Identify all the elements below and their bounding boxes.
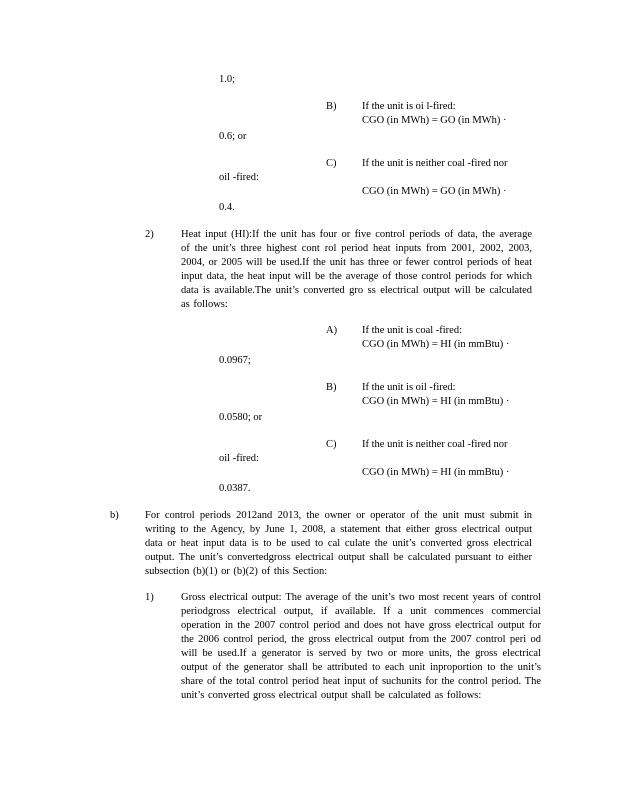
item-2-subitem-b-line2: CGO (in MWh) = HI (in mmBtu) · bbox=[362, 396, 510, 407]
top-subitem-b-label: B) bbox=[326, 101, 337, 112]
section-b-paragraph: For control periods 2012and 2013, the owner or operator of the unit must submit in writing to the Agency, by June 1, 2008, a statement that either gross electrical output data or heat input data is to be used to cal culate the unit’s converted gross electrical output. The unit’s convertedgross electrical output shall be calculated pursuant to either subsection (b)(1) or (b)(2) of this Section: bbox=[145, 510, 532, 577]
item-2-subitem-a-label: A) bbox=[326, 325, 338, 336]
section-b-label: b) bbox=[110, 510, 119, 521]
item-2-subitem-c-label: C) bbox=[326, 439, 337, 450]
item-2-subitem-b-line1: If the unit is oil -fired: bbox=[362, 382, 456, 393]
top-subitem-b-line2: CGO (in MWh) = GO (in MWh) · bbox=[362, 115, 507, 126]
item-b1-number: 1) bbox=[145, 592, 154, 603]
item-2-subitem-c-line2: CGO (in MWh) = HI (in mmBtu) · bbox=[362, 467, 510, 478]
item-2-subitem-c-line1: If the unit is neither coal -fired nor bbox=[362, 439, 508, 450]
item-2-subitem-a-line1: If the unit is coal -fired: bbox=[362, 325, 463, 336]
top-subitem-c-continuation: oil -fired: bbox=[219, 172, 259, 183]
top-subitem-c-line2: CGO (in MWh) = GO (in MWh) · bbox=[362, 186, 507, 197]
top-subitem-c-line1: If the unit is neither coal -fired nor bbox=[362, 158, 508, 169]
top-subitem-b-value: 0.6; or bbox=[219, 131, 247, 142]
top-continuation-value: 1.0; bbox=[219, 74, 236, 85]
item-2-number: 2) bbox=[145, 229, 154, 240]
item-2-subitem-b-value: 0.0580; or bbox=[219, 412, 263, 423]
item-2-subitem-b-label: B) bbox=[326, 382, 337, 393]
item-2-subitem-c-continuation: oil -fired: bbox=[219, 453, 259, 464]
item-2-subitem-a-line2: CGO (in MWh) = HI (in mmBtu) · bbox=[362, 339, 510, 350]
top-subitem-c-value: 0.4. bbox=[219, 202, 235, 213]
top-subitem-c-label: C) bbox=[326, 158, 337, 169]
item-b1-paragraph: Gross electrical output: The average of the unit’s two most recent years of control periodgross electrical output, if available. If a unit commences commercial operation in the 2007 control period and does not have gross electrical output for the 2006 control period, the gross electrical output from the 2007 control peri od will be used.If a generator is served by two or more units, the gross electrical output of the generator shall be attributed to each unit inproportion to the unit’s share of the total control period heat input of suchunits for the control period. The unit’s converted gross electrical output shall be calculated as follows: bbox=[181, 592, 541, 701]
item-2-subitem-a-value: 0.0967; bbox=[219, 355, 251, 366]
item-2-paragraph: Heat input (HI):If the unit has four or five control periods of data, the average of the unit’s three highest cont rol period heat inputs from 2001, 2002, 2003, 2004, or 2005 will be used.If the unit has three or fewer control periods of heat input data, the heat input will be the average of those control periods for which data is available.The unit’s converted gro ss electrical output will be calculated as follows: bbox=[181, 229, 532, 310]
item-2-subitem-c-value: 0.0387. bbox=[219, 483, 251, 494]
top-subitem-b-line1: If the unit is oi l-fired: bbox=[362, 101, 456, 112]
